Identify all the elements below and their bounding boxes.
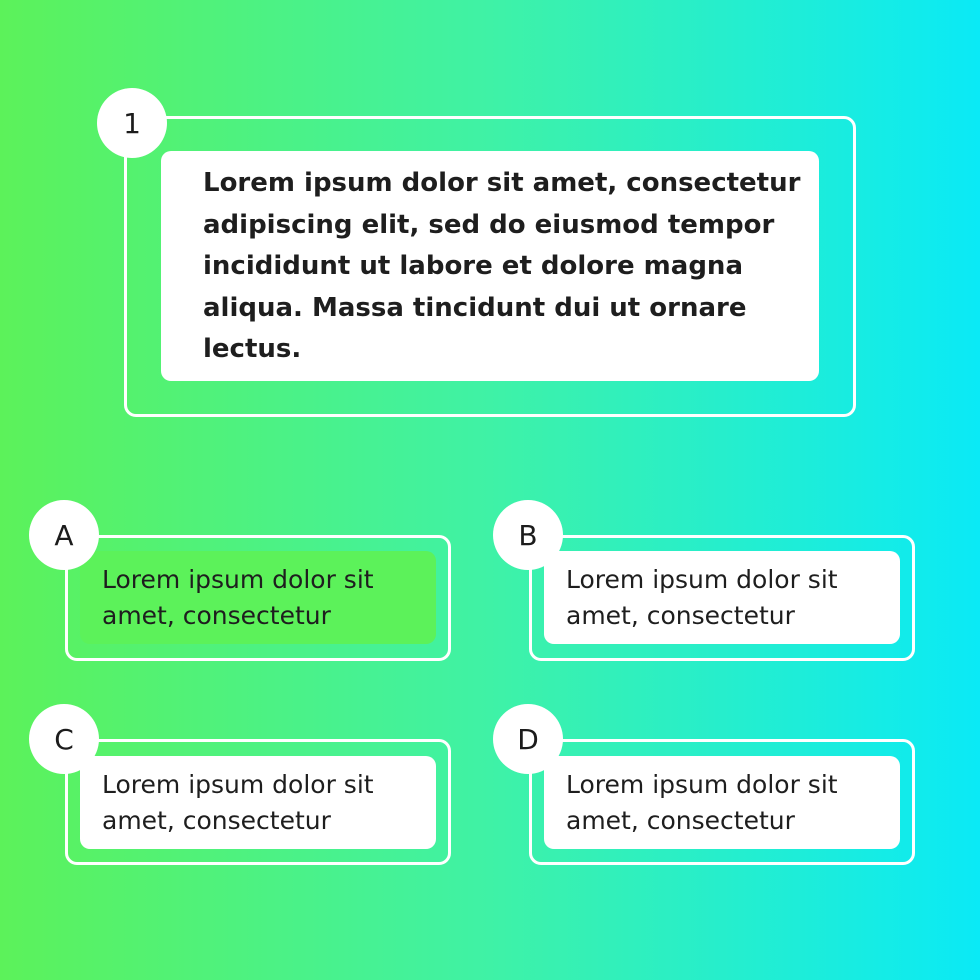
- option-a-badge: [29, 500, 99, 570]
- option-c-badge: [29, 704, 99, 774]
- option-c-letter: C: [54, 722, 74, 756]
- option-a-text: Lorem ipsum dolor sit amet, consectetur: [102, 565, 374, 630]
- question-number-badge: [97, 88, 167, 158]
- option-b-badge: [493, 500, 563, 570]
- option-c-text: Lorem ipsum dolor sit amet, consectetur: [102, 770, 374, 835]
- option-d-letter: D: [517, 722, 539, 756]
- option-b-text: Lorem ipsum dolor sit amet, consectetur: [566, 565, 838, 630]
- question-number: 1: [123, 106, 141, 140]
- option-d-badge: [493, 704, 563, 774]
- option-b-letter: B: [518, 518, 538, 552]
- option-d-text: Lorem ipsum dolor sit amet, consectetur: [566, 770, 838, 835]
- option-a-letter: A: [54, 518, 74, 552]
- question-text: Lorem ipsum dolor sit amet, consectetur adipiscing elit, sed do eiusmod tempor incididunt ut labore et dolore magna aliqua. Massa tincidunt dui ut ornare lectus.: [203, 168, 801, 364]
